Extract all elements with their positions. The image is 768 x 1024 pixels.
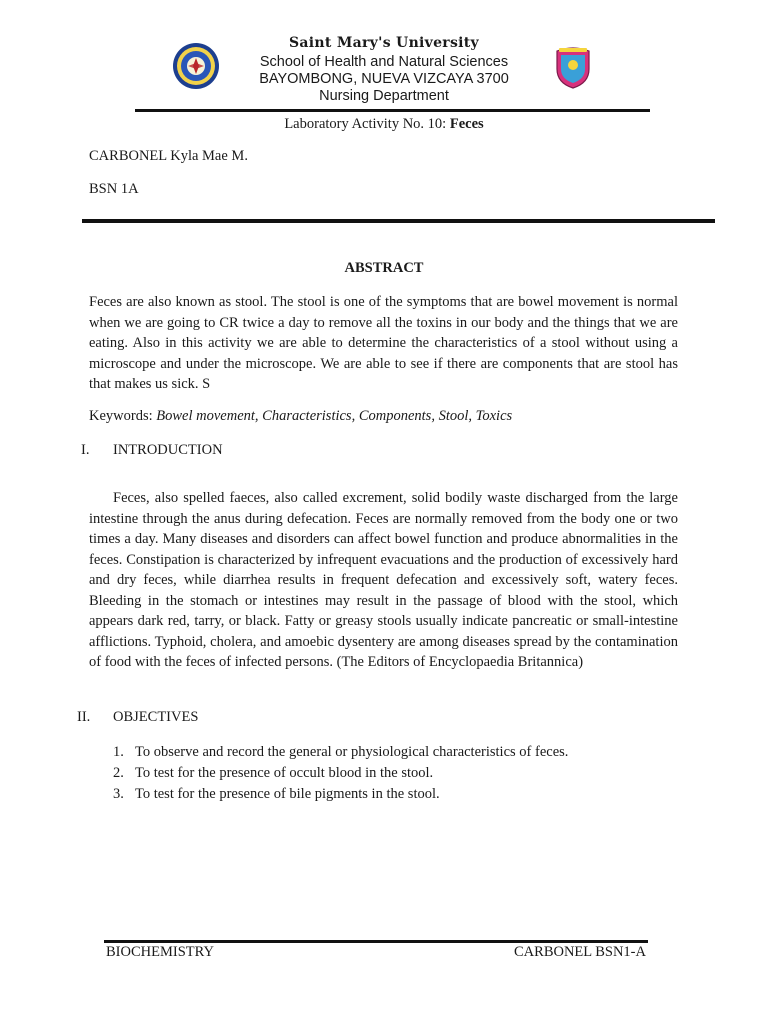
introduction-heading: INTRODUCTION: [113, 442, 223, 458]
footer-author: CARBONEL BSN1-A: [514, 944, 646, 960]
header-rule: [135, 109, 650, 112]
keywords-list: Bowel movement, Characteristics, Components, Stool, Toxics: [156, 408, 513, 424]
student-section: BSN 1A: [89, 181, 139, 197]
objective-text: To test for the presence of bile pigments in the stool.: [135, 786, 440, 802]
activity-topic: Feces: [449, 116, 484, 132]
objectives-number: II.: [77, 709, 91, 725]
department-name: Nursing Department: [319, 88, 449, 104]
student-name: CARBONEL Kyla Mae M.: [89, 148, 248, 164]
school-address: BAYOMBONG, NUEVA VIZCAYA 3700: [259, 71, 509, 87]
keywords-label: Keywords:: [89, 408, 157, 424]
keywords-line: [89, 406, 512, 427]
objective-text: To test for the presence of occult blood in the stool.: [135, 765, 434, 781]
activity-prefix: Laboratory Activity No. 10:: [284, 116, 450, 132]
objective-number: 2.: [113, 765, 124, 781]
introduction-body: Feces, also spelled faeces, also called excrement, solid bodily waste discharged from the large intestine through the anus during defecation. Feces are normally removed from the body one or two times a day. Many diseases and disorders can affect bowel function and produce abnormalities in the feces. Constipation is characterized by infrequent evacuations and the production of excessively hard and dry feces, while diarrhea results in frequent defecation and excessively soft, watery feces. Bleeding in the stomach or intestines may result in the passage of blood with the stool, which appears dark red, tarry, or black. Fatty or greasy stools usually indicate pancreatic or small-intestine afflictions. Typhoid, cholera, and amoebic dysentery are among diseases spread by the contamination of food with the feces of infected persons. (The Editors of Encyclopaedia Britannica): [89, 490, 678, 670]
school-name: School of Health and Natural Sciences: [259, 54, 509, 70]
introduction-number: I.: [81, 442, 90, 458]
objectives-heading: OBJECTIVES: [113, 709, 199, 725]
section-rule: [82, 219, 715, 223]
objective-item: [113, 784, 673, 805]
activity-title: [0, 114, 768, 135]
objective-item: [113, 742, 673, 763]
objective-number: 3.: [113, 786, 124, 802]
objective-text: To observe and record the general or physiological characteristics of feces.: [135, 744, 569, 760]
footer-course: BIOCHEMISTRY: [106, 944, 214, 960]
objectives-list: [113, 742, 673, 805]
objective-number: 1.: [113, 744, 124, 760]
university-name: Saint Mary's University: [289, 35, 479, 51]
abstract-heading: ABSTRACT: [344, 260, 424, 276]
objective-item: [113, 763, 673, 784]
abstract-body: Feces are also known as stool. The stool is one of the symptoms that are bowel movement is normal when we are going to CR twice a day to remove all the toxins in our body and the things that we are eating. Also in this activity we are able to determine the characteristics of a stool without using a microscope and under the microscope. We are able to see if there are components that are stool has that makes us sick. S: [89, 294, 678, 392]
